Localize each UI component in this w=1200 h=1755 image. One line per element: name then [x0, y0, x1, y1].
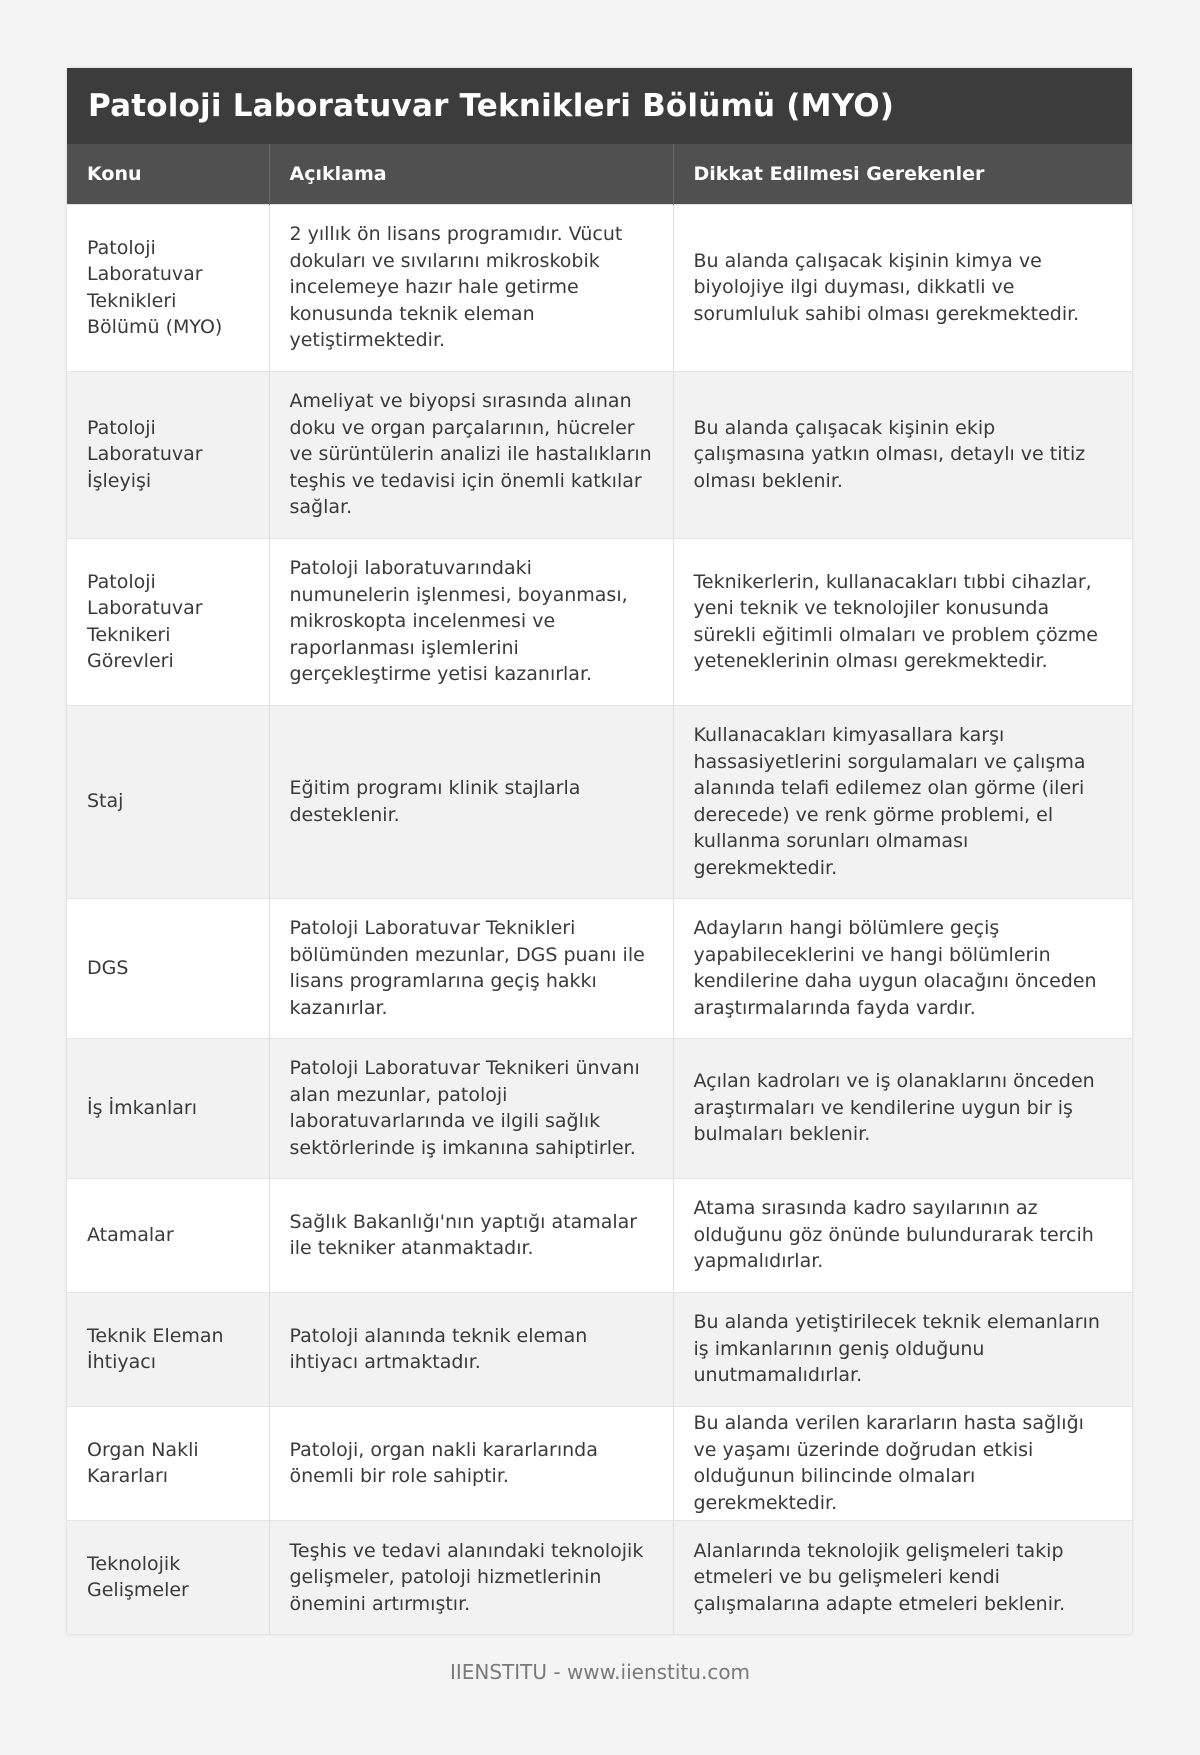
cell-konu: Patoloji Laboratuvar İşleyişi [67, 371, 269, 538]
cell-dikkat: Bu alanda çalışacak kişinin kimya ve biyolojiye ilgi duyması, dikkatli ve sorumluluk sahibi olması gerekmektedir. [673, 204, 1132, 371]
cell-aciklama: Ameliyat ve biyopsi sırasında alınan doku ve organ parçalarının, hücreler ve sürüntülerin analizi ile hastalıkların teşhis ve tedavisi için önemli katkılar sağlar. [269, 371, 673, 538]
cell-aciklama: Patoloji, organ nakli kararlarında önemli bir role sahiptir. [269, 1406, 673, 1520]
cell-konu: Patoloji Laboratuvar Teknikeri Görevleri [67, 538, 269, 705]
footer-credit: IIENSTITU - www.iienstitu.com [449, 1660, 751, 1684]
cell-konu: Patoloji Laboratuvar Teknikleri Bölümü (MYO) [67, 204, 269, 371]
cell-dikkat: Teknikerlerin, kullanacakları tıbbi cihazlar, yeni teknik ve teknolojiler konusunda sürekli eğitimli olmaları ve problem çözme yeteneklerinin olması gerekmektedir. [673, 538, 1132, 705]
cell-aciklama: Teşhis ve tedavi alanındaki teknolojik gelişmeler, patoloji hizmetlerinin önemini artırmıştır. [269, 1520, 673, 1634]
cell-konu: Teknolojik Gelişmeler [67, 1520, 269, 1634]
table-row [67, 1520, 1132, 1634]
column-header-dikkat: Dikkat Edilmesi Gerekenler [673, 144, 1132, 204]
cell-konu: İş İmkanları [67, 1038, 269, 1178]
cell-konu: Teknik Eleman İhtiyacı [67, 1292, 269, 1406]
cell-konu: Staj [67, 705, 269, 898]
cell-konu: DGS [67, 898, 269, 1038]
cell-konu: Atamalar [67, 1178, 269, 1292]
cell-aciklama: Patoloji Laboratuvar Teknikeri ünvanı alan mezunlar, patoloji laboratuvarlarında ve ilgili sağlık sektörlerinde iş imkanına sahiptirler. [269, 1038, 673, 1178]
cell-dikkat: Bu alanda verilen kararların hasta sağlığı ve yaşamı üzerinde doğrudan etkisi olduğunun bilincinde olmaları gerekmektedir. [673, 1406, 1132, 1520]
info-table [67, 144, 1132, 1634]
cell-konu: Organ Nakli Kararları [67, 1406, 269, 1520]
table-header-row [67, 144, 1132, 204]
table-row [67, 538, 1132, 705]
title-bar [67, 68, 1132, 144]
info-table-card [67, 68, 1132, 1634]
cell-dikkat: Alanlarında teknolojik gelişmeleri takip etmeleri ve bu gelişmeleri kendi çalışmalarına adapte etmeleri beklenir. [673, 1520, 1132, 1634]
cell-dikkat: Bu alanda çalışacak kişinin ekip çalışmasına yatkın olması, detaylı ve titiz olması beklenir. [673, 371, 1132, 538]
cell-aciklama: 2 yıllık ön lisans programıdır. Vücut dokuları ve sıvılarını mikroskobik incelemeye hazır hale getirme konusunda teknik eleman yetiştirmektedir. [269, 204, 673, 371]
table-row [67, 1038, 1132, 1178]
cell-dikkat: Adayların hangi bölümlere geçiş yapabileceklerini ve hangi bölümlerin kendilerine daha uygun olacağını önceden araştırmalarında fayda vardır. [673, 898, 1132, 1038]
table-row [67, 705, 1132, 898]
table-row [67, 371, 1132, 538]
cell-dikkat: Bu alanda yetiştirilecek teknik elemanların iş imkanlarının geniş olduğunu unutmamalıdırlar. [673, 1292, 1132, 1406]
cell-aciklama: Patoloji alanında teknik eleman ihtiyacı artmaktadır. [269, 1292, 673, 1406]
table-row [67, 1292, 1132, 1406]
column-header-konu: Konu [67, 144, 269, 204]
column-header-aciklama: Açıklama [269, 144, 673, 204]
cell-dikkat: Açılan kadroları ve iş olanaklarını önceden araştırmaları ve kendilerine uygun bir iş bulmaları beklenir. [673, 1038, 1132, 1178]
table-row [67, 1406, 1132, 1520]
cell-aciklama: Patoloji laboratuvarındaki numunelerin işlenmesi, boyanması, mikroskopta incelenmesi ve raporlanması işlemlerini gerçekleştirme yetisi kazanırlar. [269, 538, 673, 705]
cell-dikkat: Atama sırasında kadro sayılarının az olduğunu göz önünde bulundurarak tercih yapmalıdırlar. [673, 1178, 1132, 1292]
table-row [67, 898, 1132, 1038]
cell-aciklama: Eğitim programı klinik stajlarla desteklenir. [269, 705, 673, 898]
page-title: Patoloji Laboratuvar Teknikleri Bölümü (MYO) [88, 88, 895, 124]
cell-aciklama: Patoloji Laboratuvar Teknikleri bölümünden mezunlar, DGS puanı ile lisans programlarına geçiş hakkı kazanırlar. [269, 898, 673, 1038]
cell-dikkat: Kullanacakları kimyasallara karşı hassasiyetlerini sorgulamaları ve çalışma alanında telafi edilemez olan görme (ileri derecede) ve renk görme problemi, el kullanma sorunları olmaması gerekmektedir. [673, 705, 1132, 898]
cell-aciklama: Sağlık Bakanlığı'nın yaptığı atamalar ile tekniker atanmaktadır. [269, 1178, 673, 1292]
table-row [67, 204, 1132, 371]
table-row [67, 1178, 1132, 1292]
